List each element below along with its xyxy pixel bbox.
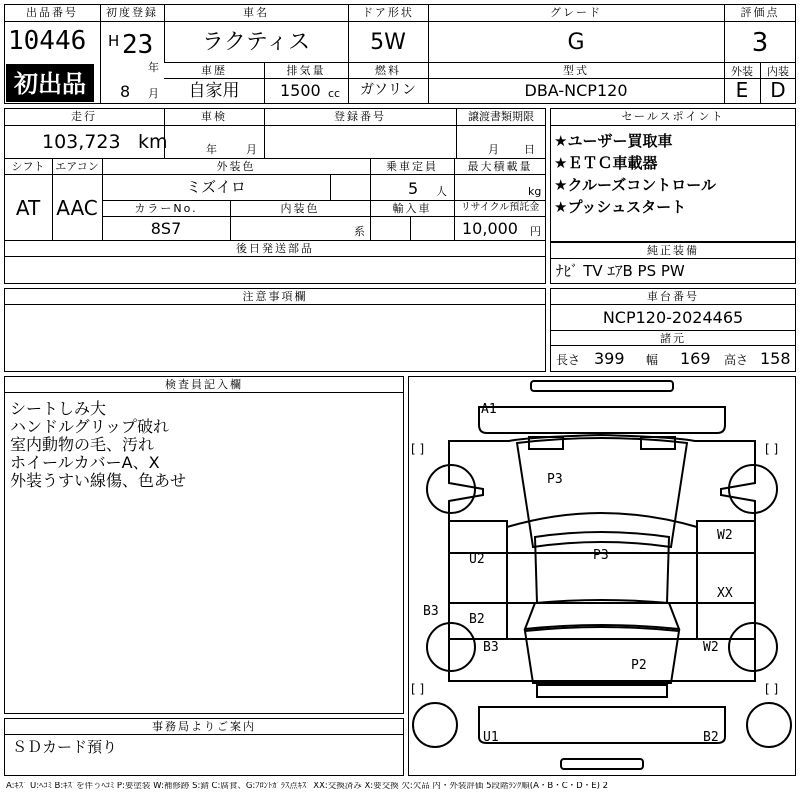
bracket-mark: [ ] xyxy=(765,682,779,696)
damage-mark: B3 xyxy=(423,604,439,619)
displacement-unit: cc xyxy=(328,87,341,100)
door-type: 5W xyxy=(370,30,406,55)
recycle-unit: 円 xyxy=(530,225,541,238)
dimensions-label: 諸元 xyxy=(660,332,686,345)
office-label: 事務局よりご案内 xyxy=(152,720,256,733)
score: 3 xyxy=(751,28,769,58)
damage-mark: U1 xyxy=(483,730,499,745)
sales-points-list xyxy=(554,130,716,218)
damage-mark: W2 xyxy=(703,640,719,655)
transfer-docs-label: 譲渡書類期限 xyxy=(468,110,534,123)
bracket-mark: [ ] xyxy=(765,442,779,456)
capacity: 5 xyxy=(408,179,419,198)
interior-color-label: 内装色 xyxy=(280,202,320,215)
damage-mark: B2 xyxy=(703,730,719,745)
registration-month: 8 xyxy=(120,82,131,101)
genuine-equipment-label: 純正装備 xyxy=(647,244,699,257)
exterior-score: E xyxy=(735,78,749,102)
sales-point: ★クルーズコントロール xyxy=(554,176,716,194)
first-listing-badge: 初出品 xyxy=(6,64,94,102)
fuel-label: 燃料 xyxy=(375,64,401,77)
inspection-label: 車検 xyxy=(201,110,227,123)
damage-mark: P2 xyxy=(631,658,647,673)
interior-color-unit: 系 xyxy=(354,225,365,238)
car-name: ラクティス xyxy=(201,30,311,55)
listing-number: 10446 xyxy=(8,26,87,56)
listing-number-label: 出品番号 xyxy=(26,6,78,19)
grade-label: グレード xyxy=(550,6,602,19)
damage-mark: B2 xyxy=(469,612,485,627)
inspector-line: ハンドルグリップ破れ xyxy=(10,417,170,436)
transfer-month-unit: 月 xyxy=(488,143,499,156)
sales-point: ★ＥＴＣ車載器 xyxy=(554,154,658,172)
office-notice: ＳＤカード預り xyxy=(12,738,118,756)
registration-era: H xyxy=(108,32,120,50)
damage-mark: P3 xyxy=(547,472,563,487)
inspector-line: 外装うすい線傷、色あせ xyxy=(10,471,187,490)
fuel: ガソリン xyxy=(360,82,416,98)
shift: AT xyxy=(15,196,41,220)
damage-mark: B3 xyxy=(483,640,499,655)
model-code: DBA-NCP120 xyxy=(524,81,628,100)
height: 158 xyxy=(760,349,791,368)
damage-mark: P3 xyxy=(593,548,609,563)
damage-mark: A1 xyxy=(481,402,497,417)
shift-label: シフト xyxy=(11,160,45,173)
sales-point: ★プッシュスタート xyxy=(554,198,687,216)
year-unit: 年 xyxy=(148,61,159,74)
length: 399 xyxy=(594,349,625,368)
chassis-label: 車台番号 xyxy=(647,290,699,303)
displacement-label: 排気量 xyxy=(286,64,326,77)
score-label: 評価点 xyxy=(740,6,780,19)
aircon-label: エアコン xyxy=(55,160,99,173)
capacity-label: 乗車定員 xyxy=(386,160,438,173)
length-label: 長さ xyxy=(556,353,581,367)
inspector-line: ホイールカバーA、X xyxy=(10,453,160,472)
interior-score-label: 内装 xyxy=(767,65,789,78)
later-parts-label: 後日発送部品 xyxy=(236,242,314,255)
imported-label: 輸入車 xyxy=(392,202,432,215)
sales-points-label: セールスポイント xyxy=(621,110,725,123)
first-registration-label: 初度登録 xyxy=(106,6,158,19)
inspector-notes xyxy=(10,396,187,490)
inspector-line: 室内動物の毛、汚れ xyxy=(10,435,155,454)
width: 169 xyxy=(680,349,711,368)
inspector-line: シートしみ大 xyxy=(10,399,107,418)
inspector-label: 検査員記入欄 xyxy=(165,378,243,391)
damage-mark: XX xyxy=(717,586,733,601)
max-load-unit: kg xyxy=(528,185,542,198)
inspection-month-unit: 月 xyxy=(246,143,257,156)
history-label: 車歴 xyxy=(201,64,227,77)
mileage-label: 走行 xyxy=(71,110,97,123)
color-no: 8S7 xyxy=(150,219,182,238)
bracket-mark: [ ] xyxy=(411,442,425,456)
bracket-mark: [ ] xyxy=(411,682,425,696)
aircon: AAC xyxy=(56,196,98,220)
inspection-year-unit: 年 xyxy=(206,143,217,156)
displacement: 1500 xyxy=(280,81,321,100)
height-label: 高さ xyxy=(724,353,749,367)
exterior-color: ミズイロ xyxy=(186,178,246,196)
grade: G xyxy=(567,30,585,55)
sales-point: ★ユーザー買取車 xyxy=(554,132,673,150)
month-unit: 月 xyxy=(148,87,159,100)
genuine-equipment: ﾅﾋﾞ TV ｴｱB PS PW xyxy=(556,262,685,280)
interior-score: D xyxy=(770,78,786,102)
exterior-color-label: 外装色 xyxy=(216,160,256,173)
mileage-unit: km xyxy=(138,131,168,153)
transfer-day-unit: 日 xyxy=(524,143,535,156)
capacity-unit: 人 xyxy=(436,185,447,198)
legend: A:ｷｽﾞ U:ﾍｺﾐ B:ｷｽﾞを伴うﾍｺﾐ P:要塗装 W:補修跡 S:錆 C:腐食、G:ﾌﾛﾝﾄｶﾞﾗｽ点ｷｽﾞ XX:交換済み X:要交換 欠:欠品 内・外装評価 5段階ﾗﾝｸ順(A・B・C・D・E) 2 xyxy=(6,782,609,791)
max-load-label: 最大積載量 xyxy=(467,160,533,173)
width-label: 幅 xyxy=(646,353,659,367)
car-name-label: 車名 xyxy=(243,6,269,19)
mileage: 103,723 xyxy=(42,131,121,153)
registration-number-label: 登録番号 xyxy=(334,110,386,123)
color-no-label: カラーNo. xyxy=(134,202,198,215)
history: 自家用 xyxy=(188,81,240,101)
recycle-label: リサイクル預託金 xyxy=(460,202,540,213)
damage-mark: W2 xyxy=(717,528,733,543)
notes-label: 注意事項欄 xyxy=(242,290,308,303)
exterior-score-label: 外装 xyxy=(731,65,753,78)
registration-year: 23 xyxy=(122,30,154,60)
damage-mark: U2 xyxy=(469,552,485,567)
car-outline xyxy=(409,377,795,775)
recycle: 10,000 xyxy=(462,219,518,238)
chassis-number: NCP120-2024465 xyxy=(602,308,744,327)
damage-diagram xyxy=(408,376,796,776)
model-code-label: 型式 xyxy=(563,64,589,77)
door-type-label: ドア形状 xyxy=(362,6,414,19)
